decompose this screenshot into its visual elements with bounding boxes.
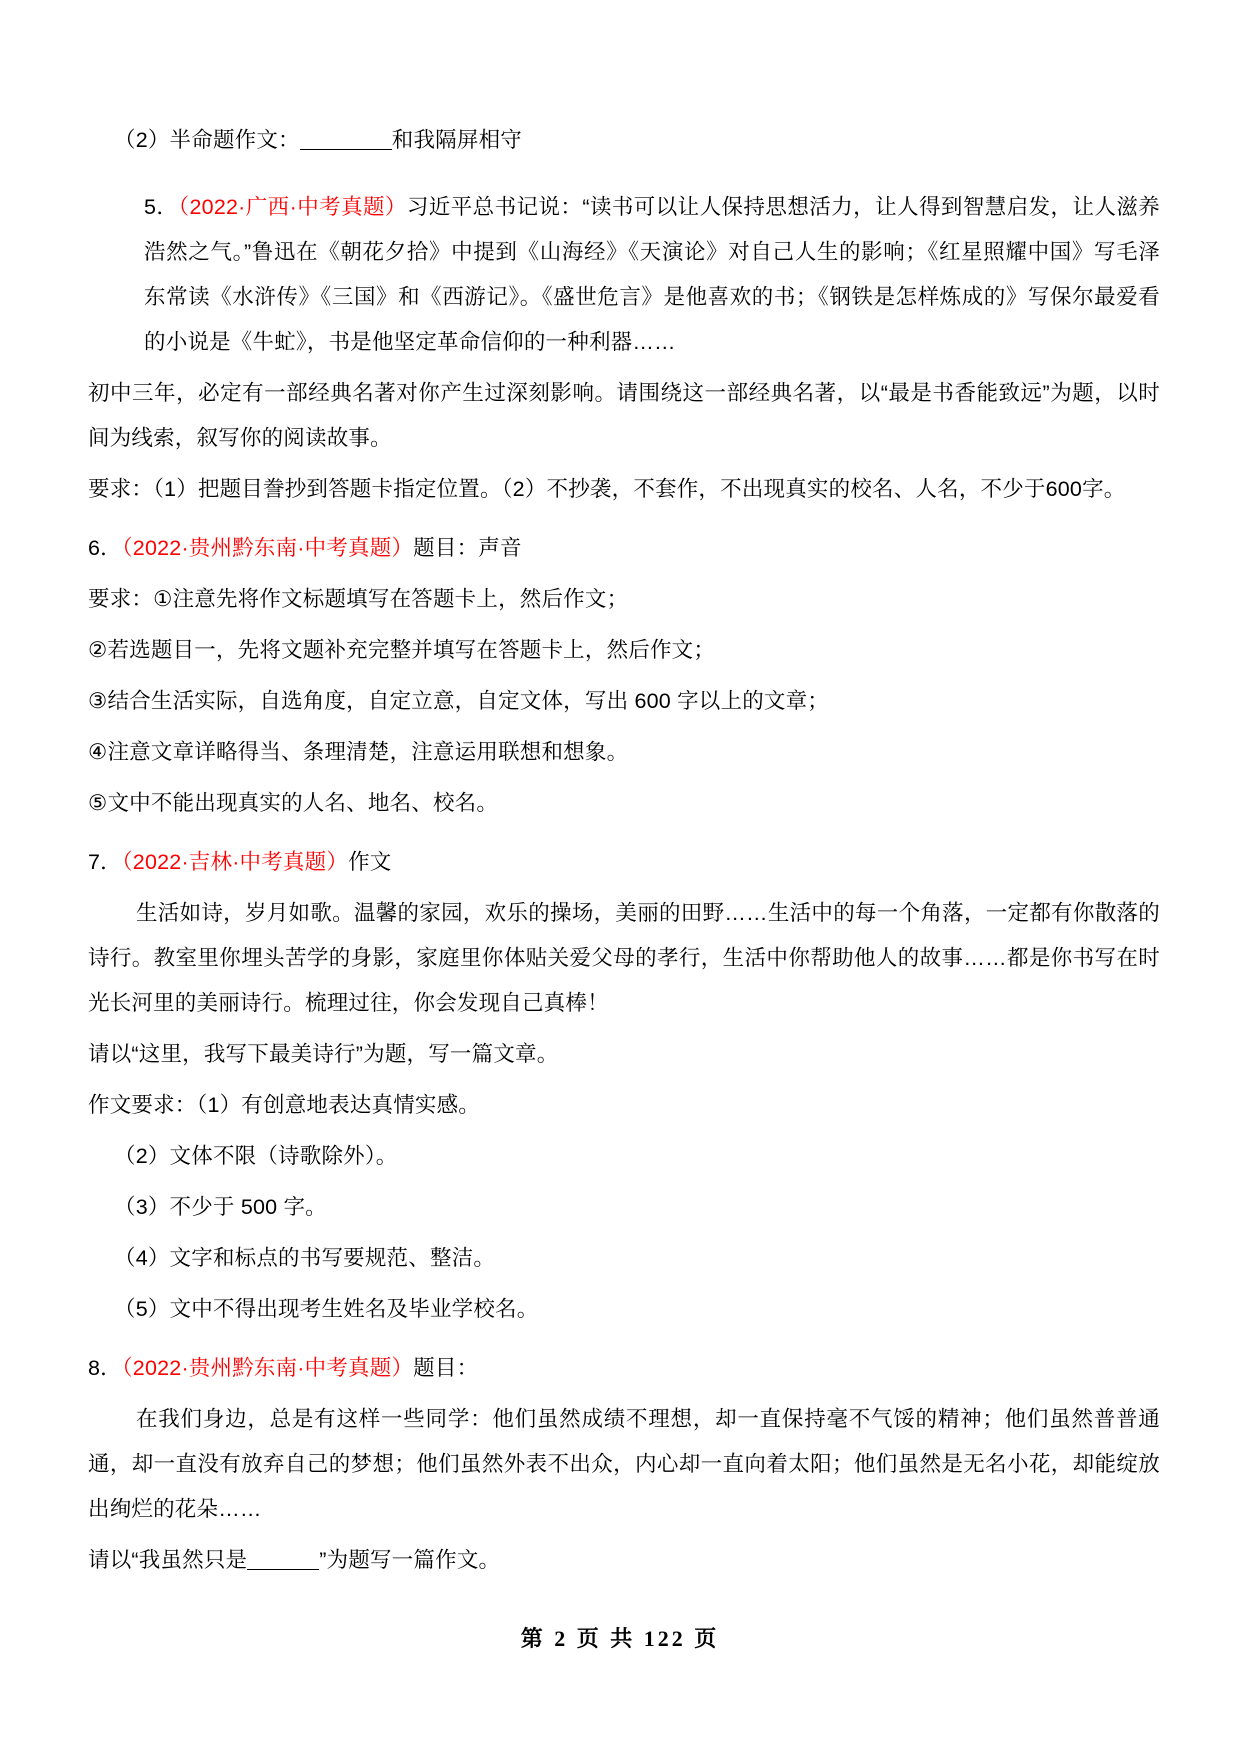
question-8 — [88, 1346, 1160, 1391]
question-7-number: 7． — [88, 850, 122, 874]
question-7-requirements-lead: 作文要求：（1）有创意地表达真情实感。 — [88, 1093, 481, 1117]
question-7-body: 生活如诗，岁月如歌。温馨的家园，欢乐的操场，美丽的田野……生活中的每一个角落，一定都有你散落的诗行。教室里你埋头苦学的身影，家庭里你体贴关爱父母的孝行，生活中你帮助他人的故事……都是你书写在时光长河里的美丽诗行。梳理过往，你会发现自己真棒！ — [88, 901, 1160, 1015]
fill-in-blank — [247, 1569, 319, 1570]
question-7-title: 作文 — [348, 850, 392, 874]
question-8-body: 在我们身边，总是有这样一些同学：他们虽然成绩不理想，却一直保持毫不气馁的精神；他们虽然普普通通，却一直没有放弃自己的梦想；他们虽然外表不出众，内心却一直向着太阳；他们虽然是无名小花，却能绽放出绚烂的花朵…… — [88, 1407, 1160, 1521]
question-6 — [88, 526, 1160, 571]
question-8-prompt-before: 请以“我虽然只是 — [88, 1548, 248, 1572]
question-5-para2: 初中三年，必定有一部经典名著对你产生过深刻影响。请围绕这一部经典名著，以“最是书香能致远”为题，以时间为线索，叙写你的阅读故事。 — [88, 381, 1160, 450]
question-8-number: 8． — [88, 1356, 122, 1380]
question-5-source: （2022·广西·中考真题） — [178, 195, 407, 219]
question-7-requirement-4: （4）文字和标点的书写要规范、整洁。 — [114, 1246, 496, 1270]
question-5 — [88, 185, 1160, 365]
question-6-requirement-1: 要求：①注意先将作文标题填写在答题卡上，然后作文； — [88, 587, 629, 611]
question-5-para3: 要求：（1）把题目誊抄到答题卡指定位置。（2）不抄袭，不套作，不出现真实的校名、人名，不少于600字。 — [88, 477, 1126, 501]
question-6-requirement-5: ⑤文中不能出现真实的人名、地名、校名。 — [88, 791, 499, 815]
question-6-requirement-3: ③结合生活实际，自选角度，自定立意，自定文体，写出 600 字以上的文章； — [88, 689, 829, 713]
question-7-requirement-2: （2）文体不限（诗歌除外）。 — [114, 1144, 398, 1168]
fill-in-blank — [300, 149, 392, 150]
question-6-requirement-2: ②若选题目一，先将文题补充完整并填写在答题卡上，然后作文； — [88, 638, 716, 662]
question-8-source: （2022·贵州黔东南·中考真题） — [121, 1356, 414, 1380]
question-4-sub2-tail: 和我隔屏相守 — [391, 128, 522, 152]
question-8-prompt-after: ”为题写一篇作文。 — [319, 1548, 501, 1572]
question-5-number: 5． — [144, 195, 179, 219]
question-7 — [88, 840, 1160, 885]
question-7-source: （2022·吉林·中考真题） — [121, 850, 349, 874]
question-7-requirement-5: （5）文中不得出现考生姓名及毕业学校名。 — [114, 1297, 539, 1321]
question-6-requirement-4: ④注意文章详略得当、条理清楚，注意运用联想和想象。 — [88, 740, 629, 764]
page-footer: 第 2 页 共 122 页 — [520, 1626, 720, 1651]
question-8-prompt — [88, 1538, 1160, 1583]
question-4-sub2 — [88, 118, 1160, 163]
question-4-sub2-label: （2）半命题作文： — [114, 128, 300, 152]
question-7-prompt: 请以“这里，我写下最美诗行”为题，写一篇文章。 — [88, 1042, 559, 1066]
question-8-title: 题目： — [413, 1356, 479, 1380]
question-6-number: 6． — [88, 536, 122, 560]
question-6-source: （2022·贵州黔东南·中考真题） — [121, 536, 414, 560]
question-5-body: 习近平总书记说：“读书可以让人保持思想活力，让人得到智慧启发，让人滋养浩然之气。”鲁迅在《朝花夕拾》中提到《山海经》《天演论》对自己人生的影响；《红星照耀中国》写毛泽东常读《水浒传》《三国》和《西游记》。《盛世危言》是他喜欢的书；《钢铁是怎样炼成的》写保尔最爱看的小说是《牛虻》，书是他坚定革命信仰的一种利器…… — [144, 195, 1160, 354]
page-content — [88, 118, 1160, 1583]
question-7-requirement-3: （3）不少于 500 字。 — [114, 1195, 327, 1219]
question-6-title: 题目：声音 — [413, 536, 522, 560]
